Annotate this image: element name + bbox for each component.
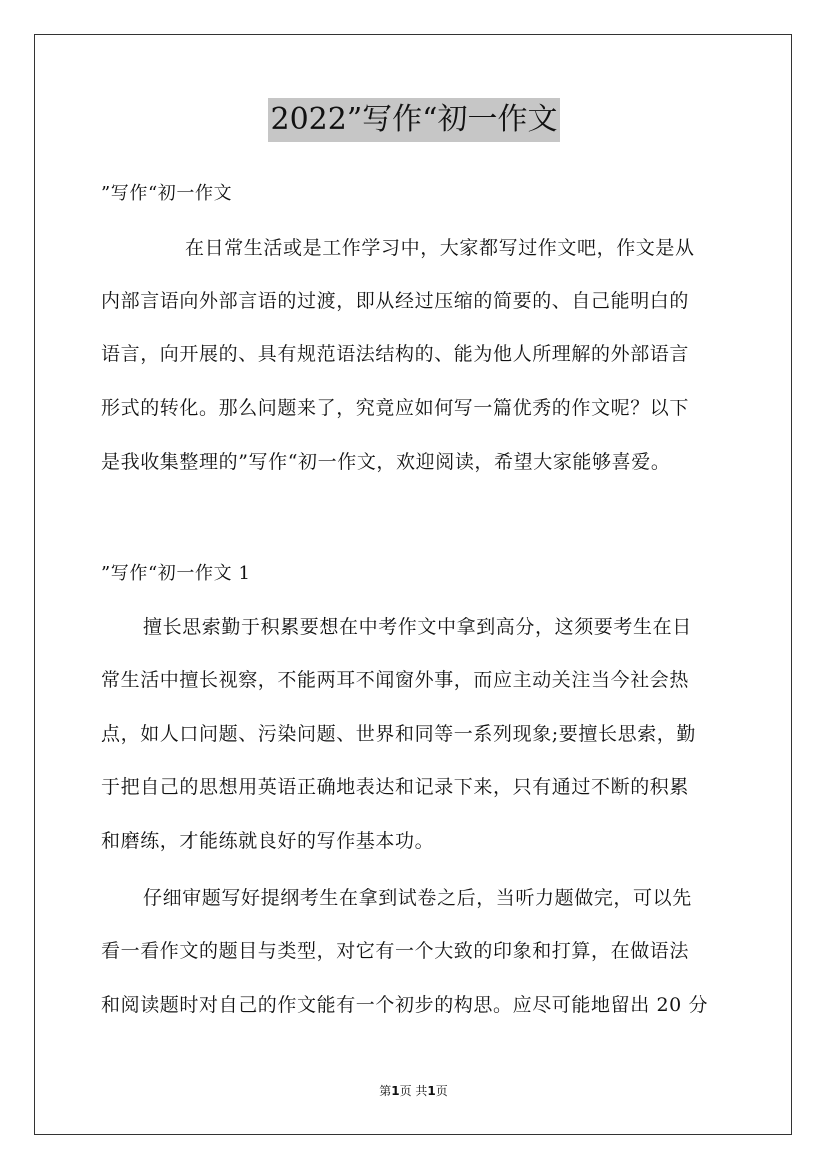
- section1-heading: ”写作“初一作文 1: [101, 563, 251, 584]
- document-title: 2022”写作“初一作文: [268, 98, 559, 142]
- section1-para1-line: 于把自己的思想用英语正确地表达和记录下来，只有通过不断的积累: [101, 776, 690, 798]
- section1-para1-line: 和磨练，才能练就良好的写作基本功。: [101, 830, 435, 852]
- section1-para2-line: 和阅读题时对自己的作文能有一个初步的构思。应尽可能地留出 20 分: [101, 994, 709, 1016]
- section1-para2-line: 看一看作文的题目与类型，对它有一个大致的印象和打算，在做语法: [101, 940, 690, 962]
- intro-line: 是我收集整理的”写作“初一作文，欢迎阅读，希望大家能够喜爱。: [101, 451, 671, 473]
- footer-suffix: 页: [435, 1084, 448, 1098]
- section1-para1-line: 常生活中擅长视察，不能两耳不闻窗外事，而应主动关注当今社会热: [101, 669, 690, 691]
- title-wrap: [101, 98, 727, 142]
- intro-line: 在日常生活或是工作学习中，大家都写过作文吧，作文是从: [185, 237, 695, 259]
- section1-para1-line: 点，如人口问题、污染问题、世界和同等一系列现象;要擅长思索，勤: [101, 723, 697, 745]
- footer-page-current: 1: [391, 1084, 400, 1098]
- footer-prefix: 第: [379, 1084, 392, 1098]
- footer-page-total: 1: [427, 1084, 436, 1098]
- section1-para2-line: 仔细审题写好提纲考生在拿到试卷之后，当听力题做完，可以先: [143, 887, 692, 909]
- section1-para1-line: 擅长思索勤于积累要想在中考作文中拿到高分，这须要考生在日: [143, 616, 692, 638]
- intro-line: 内部言语向外部言语的过渡，即从经过压缩的简要的、自己能明白的: [101, 290, 690, 312]
- intro-line: 语言，向开展的、具有规范语法结构的、能为他人所理解的外部语言: [101, 343, 690, 365]
- page-footer: [0, 1083, 827, 1099]
- intro-heading: ”写作“初一作文: [101, 183, 233, 204]
- footer-mid: 页 共: [399, 1084, 428, 1098]
- intro-line: 形式的转化。那么问题来了，究竟应如何写一篇优秀的作文呢？以下: [101, 397, 690, 419]
